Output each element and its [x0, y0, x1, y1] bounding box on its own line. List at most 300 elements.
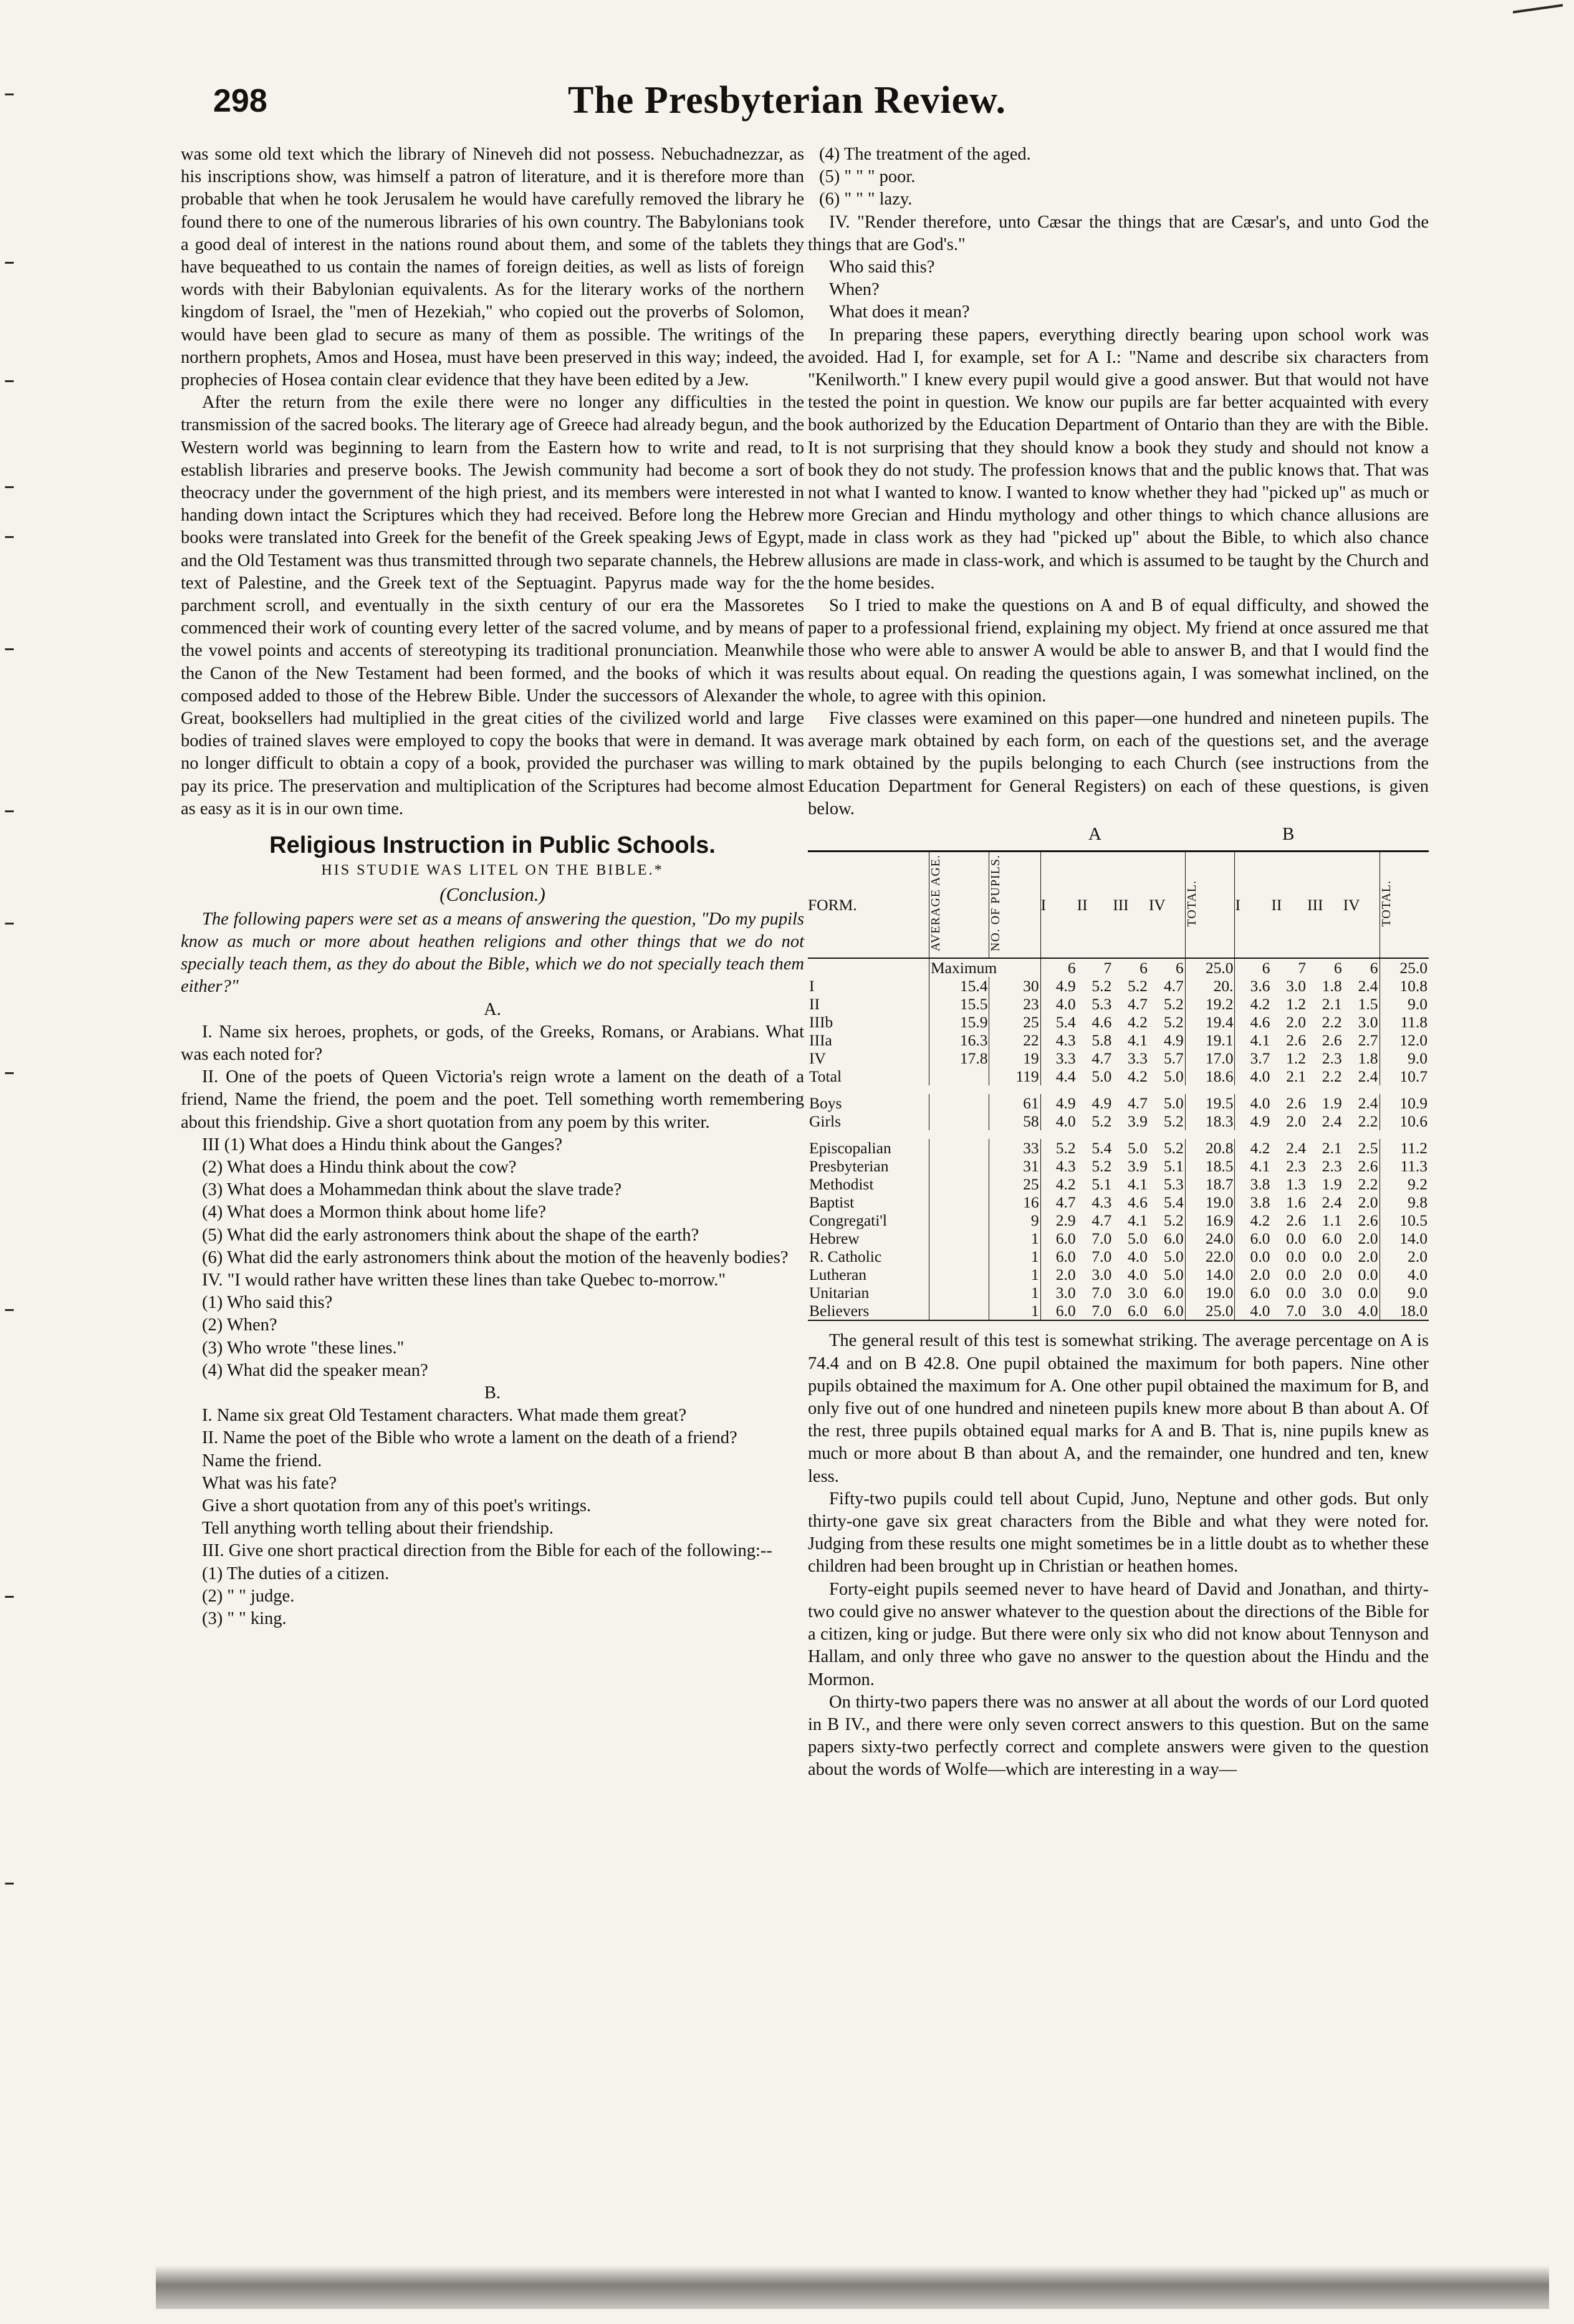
table-cell: 19.0	[1185, 1193, 1235, 1211]
table-cell: 2.0	[1358, 1193, 1378, 1212]
table-row	[808, 1094, 1429, 1112]
table-cell: 4.0	[1380, 1265, 1429, 1284]
table-cell: 2.4	[1358, 977, 1378, 996]
table-cell: 5.2	[1092, 977, 1112, 996]
table-cell: 4.2	[1235, 1139, 1271, 1157]
table-cell: 5.2	[1092, 1112, 1112, 1131]
table-cell: 9.2	[1380, 1175, 1429, 1193]
table-row	[808, 1193, 1429, 1211]
table-row	[808, 1139, 1429, 1157]
table-cell: 6.0	[1322, 1229, 1342, 1248]
table-cell: 2.6	[1358, 1211, 1378, 1230]
question-item: (4) What did the speaker mean?	[202, 1360, 428, 1380]
table-cell: 4.0	[1040, 995, 1077, 1013]
table-cell: 16.9	[1185, 1211, 1235, 1229]
question-item: (4) The treatment of the aged.	[819, 145, 1031, 164]
table-cell: 1.8	[1358, 1049, 1378, 1068]
col-b-3: III	[1307, 852, 1343, 959]
table-cell: 18.6	[1185, 1067, 1235, 1085]
table-cell: 0.0	[1286, 1247, 1306, 1266]
row-label: Believers	[809, 1302, 870, 1320]
table-cell: 3.9	[1127, 1112, 1148, 1131]
table-cell: 9.0	[1380, 1284, 1429, 1302]
table-cell: 7	[1298, 959, 1306, 977]
table-cell: 4.1	[1127, 1031, 1148, 1050]
maximum-row	[808, 958, 1429, 977]
table-cell: 3.0	[1322, 1302, 1342, 1320]
scan-corner-mark	[1513, 4, 1563, 38]
table-cell	[929, 1139, 989, 1157]
table-cell: 2.6	[1286, 1031, 1306, 1050]
table-cell	[929, 1112, 989, 1130]
paragraph: So I tried to make the questions on A and B of equal difficulty, and showed the paper to a professional friend, explaining my object. My friend at once assured me that those who were able to answer A would be able to answer B, and that I would find the results about equal. On reading the questions again, I was somewhat inclined, on the whole, to agree with this opinion.	[808, 596, 1429, 706]
row-label: IV	[809, 1049, 826, 1068]
table-cell: 19.0	[1185, 1284, 1235, 1302]
table-cell: 5.2	[1040, 1139, 1077, 1157]
row-label: Unitarian	[809, 1284, 870, 1302]
table-cell: 6.0	[1163, 1302, 1184, 1320]
table-cell: 6.0	[1235, 1284, 1271, 1302]
table-cell: 4.2	[1127, 1013, 1148, 1032]
table-row	[808, 1302, 1429, 1320]
group-b-label: B	[1282, 824, 1295, 845]
table-cell: 25	[989, 1013, 1040, 1031]
row-label: Lutheran	[809, 1265, 867, 1284]
table-cell: 4.7	[1163, 977, 1184, 996]
table-cell: 10.6	[1380, 1112, 1429, 1130]
question-item: (1) Who said this?	[202, 1293, 333, 1313]
table-cell: 4.7	[1127, 1094, 1148, 1113]
question-item: Tell anything worth telling about their friendship.	[202, 1519, 554, 1539]
table-cell: 25.0	[1380, 958, 1429, 977]
question-item: IV. "I would rather have written these lines than take Quebec to-morrow."	[202, 1270, 726, 1290]
table-cell: 2.4	[1322, 1112, 1342, 1131]
col-pupils: NO. OF PUPILS.	[989, 852, 1040, 959]
part-a-label: A.	[484, 999, 501, 1019]
table-cell: 5.1	[1092, 1175, 1112, 1194]
table-cell: 5.2	[1163, 1013, 1184, 1032]
table-cell	[929, 1211, 989, 1229]
table-cell: 9.0	[1380, 995, 1429, 1013]
question-item: II. Name the poet of the Bible who wrote a lament on the death of a friend?	[202, 1428, 737, 1448]
table-row	[808, 1157, 1429, 1175]
table-cell: 4.0	[1127, 1247, 1148, 1266]
table-cell: 5.0	[1163, 1094, 1184, 1113]
table-cell: 3.0	[1286, 977, 1306, 996]
col-a-1: I	[1040, 852, 1077, 959]
article-subtitle: HIS STUDIE WAS LITEL ON THE BIBLE.*	[321, 862, 664, 879]
table-cell: 4.1	[1127, 1175, 1148, 1194]
article-title: Religious Instruction in Public Schools.	[269, 832, 716, 859]
table-cell: 1.9	[1322, 1094, 1342, 1113]
row-label: Girls	[809, 1112, 841, 1131]
table-cell: 15.4	[929, 977, 989, 995]
table-cell: 5.2	[1092, 1157, 1112, 1176]
question-item: I. Name six great Old Testament characters. What made them great?	[202, 1406, 687, 1426]
table-cell	[929, 1247, 989, 1265]
table-cell: 4.9	[1235, 1112, 1271, 1130]
table-cell: 5.2	[1163, 1112, 1184, 1131]
table-cell: 4.0	[1040, 1112, 1077, 1130]
table-cell: 0.0	[1286, 1265, 1306, 1284]
group-a-label: A	[1088, 824, 1101, 845]
table-cell: 5.8	[1092, 1031, 1112, 1050]
table-group-header	[808, 823, 1429, 845]
table-cell: 4.3	[1040, 1157, 1077, 1175]
col-a-2: II	[1077, 852, 1113, 959]
table-cell: 1	[989, 1247, 1040, 1265]
table-cell: 2.6	[1286, 1211, 1306, 1230]
table-cell: 7	[1103, 959, 1112, 977]
table-cell: 2.2	[1358, 1175, 1378, 1194]
table-row	[808, 1049, 1429, 1067]
paragraph: On thirty-two papers there was no answer at all about the words of our Lord quoted in B IV., and there were only seven correct answers to this question. But on the same papers sixty-two perfectly correct and complete answers were given to the question about the words of Wolfe—which are interesting in a way—	[808, 1692, 1429, 1780]
table-cell: 2.4	[1358, 1067, 1378, 1086]
row-label: Total	[809, 1067, 842, 1086]
table-cell: 0.0	[1358, 1265, 1378, 1284]
table-cell: 2.6	[1358, 1157, 1378, 1176]
table-cell: 17.8	[929, 1049, 989, 1067]
part-b-label: B.	[484, 1383, 501, 1403]
table-spacer	[808, 1085, 1429, 1094]
table-cell: 0.0	[1235, 1247, 1271, 1265]
table-cell: 4.2	[1040, 1175, 1077, 1193]
table-cell: 7.0	[1092, 1284, 1112, 1302]
table-row	[808, 1284, 1429, 1302]
table-cell: 4.3	[1040, 1031, 1077, 1049]
table-row	[808, 1265, 1429, 1284]
table-cell: 7.0	[1286, 1302, 1306, 1320]
table-cell: 25	[989, 1175, 1040, 1193]
table-cell: 61	[989, 1094, 1040, 1112]
table-cell: 2.5	[1358, 1139, 1378, 1158]
table-cell: 20.8	[1185, 1139, 1235, 1157]
question-item: I. Name six heroes, prophets, or gods, of the Greeks, Romans, or Arabians. What was each noted for?	[181, 1022, 804, 1064]
table-cell: 6.0	[1040, 1247, 1077, 1265]
table-cell: 1	[989, 1229, 1040, 1247]
table-cell: 2.4	[1286, 1139, 1306, 1158]
table-row	[808, 1031, 1429, 1049]
table-cell: 2.3	[1286, 1157, 1306, 1176]
question-item: (5) What did the early astronomers think about the shape of the earth?	[202, 1225, 699, 1245]
question-item: (3) Who wrote "these lines."	[202, 1338, 405, 1358]
table-cell: 4.9	[1092, 1094, 1112, 1113]
table-cell: 4.1	[1235, 1031, 1271, 1049]
table-cell: 22.0	[1185, 1247, 1235, 1265]
table-cell: 4.0	[1127, 1265, 1148, 1284]
table-row	[808, 1247, 1429, 1265]
table-cell	[929, 1229, 989, 1247]
question-item: III. Give one short practical direction from the Bible for each of the following:--	[202, 1541, 772, 1561]
question-item: (1) The duties of a citizen.	[202, 1563, 390, 1583]
table-cell: 4.7	[1092, 1211, 1112, 1230]
scan-edge-marks	[0, 0, 21, 2324]
table-cell: 15.5	[929, 995, 989, 1013]
table-cell: 4.6	[1235, 1013, 1271, 1031]
col-b-4: IV	[1343, 852, 1380, 959]
table-cell: 11.3	[1380, 1157, 1429, 1175]
table-cell: 2.0	[1358, 1229, 1378, 1248]
table-cell: 3.0	[1040, 1284, 1077, 1302]
table-row	[808, 977, 1429, 995]
table-cell: 5.4	[1040, 1013, 1077, 1031]
article-conclusion-label: (Conclusion.)	[439, 883, 545, 905]
marks-table	[808, 850, 1429, 1320]
table-cell: 5.2	[1163, 1211, 1184, 1230]
table-cell: 5.0	[1127, 1139, 1148, 1158]
marks-table-header	[808, 852, 1429, 959]
table-cell: 11.2	[1380, 1139, 1429, 1157]
table-cell	[929, 1157, 989, 1175]
paragraph: Fifty-two pupils could tell about Cupid, Juno, Neptune and other gods. But only thirty-one gave six great characters from the Bible and what they were noted for. Judging from these results one might sometimes be in a little doubt as to whether these children had been brought up in Christian or heathen homes.	[808, 1489, 1429, 1577]
table-cell: 4.2	[1235, 1211, 1271, 1229]
question-item: (6) What did the early astronomers think about the motion of the heavenly bodies?	[202, 1247, 789, 1267]
table-cell: 4.0	[1235, 1094, 1271, 1112]
table-cell: 2.0	[1286, 1112, 1306, 1131]
question-item: (6) " " " lazy.	[819, 190, 913, 209]
row-label: Hebrew	[809, 1229, 860, 1248]
table-cell: 3.0	[1127, 1284, 1148, 1302]
intro-paragraph: The following papers were set as a means of answering the question, "Do my pupils know as much or more about heathen religions and other things that we do not specially teach them, as they do about the Bible, which we do not specially teach them either?"	[181, 909, 804, 997]
table-cell: 11.8	[1380, 1013, 1429, 1031]
table-cell: 4.9	[1040, 1094, 1077, 1112]
row-label: I	[809, 977, 815, 996]
table-cell: 6	[1235, 958, 1271, 977]
table-cell: 7.0	[1092, 1247, 1112, 1266]
right-column	[808, 143, 1429, 1782]
table-cell: 19	[989, 1049, 1040, 1067]
table-row	[808, 1175, 1429, 1193]
table-cell	[929, 1284, 989, 1302]
table-cell: 25.0	[1185, 1302, 1235, 1320]
table-cell: 4.0	[1235, 1302, 1271, 1320]
table-cell: 18.7	[1185, 1175, 1235, 1193]
question-item: (3) What does a Mohammedan think about the slave trade?	[202, 1180, 621, 1200]
table-cell: 5.2	[1163, 1139, 1184, 1158]
table-cell: 2.3	[1322, 1049, 1342, 1068]
row-label: Boys	[809, 1094, 842, 1113]
row-label: IIIb	[809, 1013, 833, 1032]
table-cell	[929, 1094, 989, 1112]
table-cell: 20.	[1185, 977, 1235, 995]
table-cell: 1.5	[1358, 995, 1378, 1014]
scan-bottom-smudge	[156, 2265, 1549, 2309]
table-cell: 6	[1175, 959, 1184, 977]
table-cell: 5.0	[1163, 1265, 1184, 1284]
question-item: (5) " " " poor.	[819, 167, 916, 187]
table-cell: 2.0	[1322, 1265, 1342, 1284]
table-cell: 19.5	[1185, 1094, 1235, 1112]
table-cell: 5.2	[1163, 995, 1184, 1014]
question-item: When?	[829, 280, 880, 300]
table-cell: 4.9	[1040, 977, 1077, 995]
col-a-3: III	[1113, 852, 1149, 959]
table-cell: 5.3	[1163, 1175, 1184, 1194]
table-cell: 3.0	[1092, 1265, 1112, 1284]
table-cell: 4.1	[1127, 1211, 1148, 1230]
table-cell: 9.8	[1380, 1193, 1429, 1211]
table-cell: 5.0	[1163, 1247, 1184, 1266]
table-cell: 2.0	[1286, 1013, 1306, 1032]
table-cell: 0.0	[1358, 1284, 1378, 1302]
table-cell: 23	[989, 995, 1040, 1013]
table-cell: 18.0	[1380, 1302, 1429, 1320]
table-row	[808, 1013, 1429, 1031]
table-cell: 2.0	[1235, 1265, 1271, 1284]
question-item: IV. "Render therefore, unto Cæsar the things that are Cæsar's, and unto God the things that are God's."	[808, 212, 1429, 254]
table-cell: 4.3	[1092, 1193, 1112, 1212]
question-item: Name the friend.	[202, 1451, 322, 1471]
table-cell: 5.3	[1092, 995, 1112, 1014]
table-cell	[929, 1067, 989, 1085]
row-label: II	[809, 995, 820, 1014]
table-cell: 24.0	[1185, 1229, 1235, 1247]
table-cell: 2.9	[1040, 1211, 1077, 1229]
question-item: III (1) What does a Hindu think about the Ganges?	[202, 1135, 563, 1155]
table-cell: 14.0	[1380, 1229, 1429, 1247]
question-item: (2) When?	[202, 1315, 277, 1335]
question-item: (2) " " judge.	[202, 1586, 295, 1606]
table-cell: 1.2	[1286, 1049, 1306, 1068]
table-cell: 2.1	[1286, 1067, 1306, 1086]
table-cell: 10.8	[1380, 977, 1429, 995]
table-cell: 2.1	[1322, 1139, 1342, 1158]
table-cell: 7.0	[1092, 1229, 1112, 1248]
table-cell: 5.2	[1127, 977, 1148, 996]
maximum-label: Maximum	[929, 958, 1041, 977]
table-cell: 6	[1370, 959, 1378, 977]
paragraph: was some old text which the library of Nineveh did not possess. Nebuchadnezzar, as his inscriptions show, was himself a patron of literature, and it is therefore more than probable that when he took Jerusalem he would have carefully removed the library he found there to one of the numerous libraries of his own country. The Babylonians took a good deal of interest in the nations round about them, and some of the tablets they have bequeathed to us contain the names of foreign deities, as well as lists of foreign words with their Babylonian equivalents. As for the literary works of the northern kingdom of Israel, the "men of Hezekiah," who copied out the proverbs of Solomon, would have been glad to secure as many of them as possible. The writings of the northern prophets, Amos and Hosea, must have been preserved in this way; indeed, the prophecies of Hosea contain clear evidence that they have been edited by a Jew.	[181, 145, 804, 390]
question-item: (2) What does a Hindu think about the cow?	[202, 1157, 517, 1177]
table-cell: 2.0	[1358, 1247, 1378, 1266]
table-row	[808, 995, 1429, 1013]
table-cell: 6	[1333, 959, 1342, 977]
table-cell: 16	[989, 1193, 1040, 1211]
question-item: What does it mean?	[829, 302, 970, 322]
page-number: 298	[213, 83, 267, 119]
col-a-4: IV	[1149, 852, 1185, 959]
row-label: Congregati'l	[809, 1211, 887, 1230]
table-cell: 4.6	[1127, 1193, 1148, 1212]
table-cell: 0.0	[1322, 1247, 1342, 1266]
table-cell: 6.0	[1163, 1284, 1184, 1302]
table-cell: 5.0	[1127, 1229, 1148, 1248]
table-cell: 2.1	[1322, 995, 1342, 1014]
table-cell: 19.4	[1185, 1013, 1235, 1031]
question-item: Who said this?	[829, 257, 935, 277]
table-cell: 7.0	[1092, 1302, 1112, 1320]
table-cell: 1	[989, 1265, 1040, 1284]
table-cell: 2.7	[1358, 1031, 1378, 1050]
table-cell: 22	[989, 1031, 1040, 1049]
table-cell: 9.0	[1380, 1049, 1429, 1067]
table-cell: 2.4	[1358, 1094, 1378, 1113]
table-cell: 3.8	[1235, 1193, 1271, 1211]
table-cell: 4.7	[1127, 995, 1148, 1014]
table-row	[808, 1112, 1429, 1130]
table-cell: 12.0	[1380, 1031, 1429, 1049]
row-label: Presbyterian	[809, 1157, 889, 1176]
table-bottom-rule	[808, 1320, 1429, 1321]
table-cell: 1.9	[1322, 1175, 1342, 1194]
table-cell: 25.0	[1185, 958, 1235, 977]
table-cell: 1.1	[1322, 1211, 1342, 1230]
table-cell: 2.3	[1322, 1157, 1342, 1176]
table-cell: 2.2	[1322, 1067, 1342, 1086]
table-cell: 5.4	[1092, 1139, 1112, 1158]
table-cell: 9	[989, 1211, 1040, 1229]
table-cell	[929, 1193, 989, 1211]
table-cell: 4.9	[1163, 1031, 1184, 1050]
paragraph: Forty-eight pupils seemed never to have heard of David and Jonathan, and thirty-two could give no answer whatever to the question about the directions of the Bible for a citizen, king or judge. But there were only six who did not know about Tennyson and Hallam, and only three who gave no answer to the question about the Hindu and the Mormon.	[808, 1579, 1429, 1689]
col-age: AVERAGE AGE.	[929, 852, 989, 959]
table-cell: 4.7	[1040, 1193, 1077, 1211]
table-cell: 0.0	[1286, 1284, 1306, 1302]
col-b-2: II	[1271, 852, 1307, 959]
table-cell: 16.3	[929, 1031, 989, 1049]
table-cell: 19.2	[1185, 995, 1235, 1013]
table-cell: 1.2	[1286, 995, 1306, 1014]
table-cell: 4.1	[1235, 1157, 1271, 1175]
table-cell: 4.4	[1040, 1067, 1077, 1085]
table-cell: 3.7	[1235, 1049, 1271, 1067]
table-cell: 1.8	[1322, 977, 1342, 996]
table-spacer	[808, 1130, 1429, 1139]
table-cell: 2.6	[1286, 1094, 1306, 1113]
table-cell: 4.2	[1127, 1067, 1148, 1086]
paragraph: The general result of this test is somewhat striking. The average percentage on A is 74.4 and on B 42.8. One pupil obtained the maximum for both papers. Nine other pupils obtained the maximum for A. One other pupil obtained the maximum for B, and only five out of one hundred and nineteen pupils knew more about B than about A. Of the rest, three pupils obtained equal marks for A and B. That is, nine pupils knew as much or more about B than about A, and the remainder, one hundred and ten, knew less.	[808, 1331, 1429, 1486]
table-cell: 3.8	[1235, 1175, 1271, 1193]
table-cell: 6.0	[1127, 1302, 1148, 1320]
table-cell	[929, 1302, 989, 1320]
table-cell: 6.0	[1163, 1229, 1184, 1248]
table-cell: 10.5	[1380, 1211, 1429, 1229]
journal-title: The Presbyterian Review.	[567, 79, 1007, 122]
col-b-1: I	[1235, 852, 1271, 959]
table-cell: 4.7	[1092, 1049, 1112, 1068]
col-b-total: TOTAL.	[1380, 852, 1429, 959]
table-cell: 18.5	[1185, 1157, 1235, 1175]
table-cell: 4.6	[1092, 1013, 1112, 1032]
question-item: (3) " " king.	[202, 1609, 287, 1628]
col-form: FORM.	[808, 852, 929, 959]
table-cell: 2.0	[1040, 1265, 1077, 1284]
table-cell: 119	[989, 1067, 1040, 1085]
table-cell: 18.3	[1185, 1112, 1235, 1130]
row-label: Baptist	[809, 1193, 855, 1212]
table-cell: 5.0	[1163, 1067, 1184, 1086]
table-cell: 6.0	[1235, 1229, 1271, 1247]
table-cell: 3.3	[1127, 1049, 1148, 1068]
table-cell: 10.9	[1380, 1094, 1429, 1112]
table-cell: 3.0	[1358, 1013, 1378, 1032]
table-row	[808, 1229, 1429, 1247]
table-cell: 1.3	[1286, 1175, 1306, 1194]
table-cell: 5.1	[1163, 1157, 1184, 1176]
table-row	[808, 1067, 1429, 1085]
table-cell: 2.4	[1322, 1193, 1342, 1212]
table-cell: 19.1	[1185, 1031, 1235, 1049]
table-cell: 5.0	[1092, 1067, 1112, 1086]
table-cell: 1	[989, 1302, 1040, 1320]
table-cell: 3.3	[1040, 1049, 1077, 1067]
marks-table-body	[808, 958, 1429, 1320]
table-cell: 17.0	[1185, 1049, 1235, 1067]
table-cell: 6	[1040, 958, 1077, 977]
table-cell: 4.0	[1358, 1302, 1378, 1320]
question-item: Give a short quotation from any of this poet's writings.	[202, 1496, 592, 1515]
table-cell: 14.0	[1185, 1265, 1235, 1284]
